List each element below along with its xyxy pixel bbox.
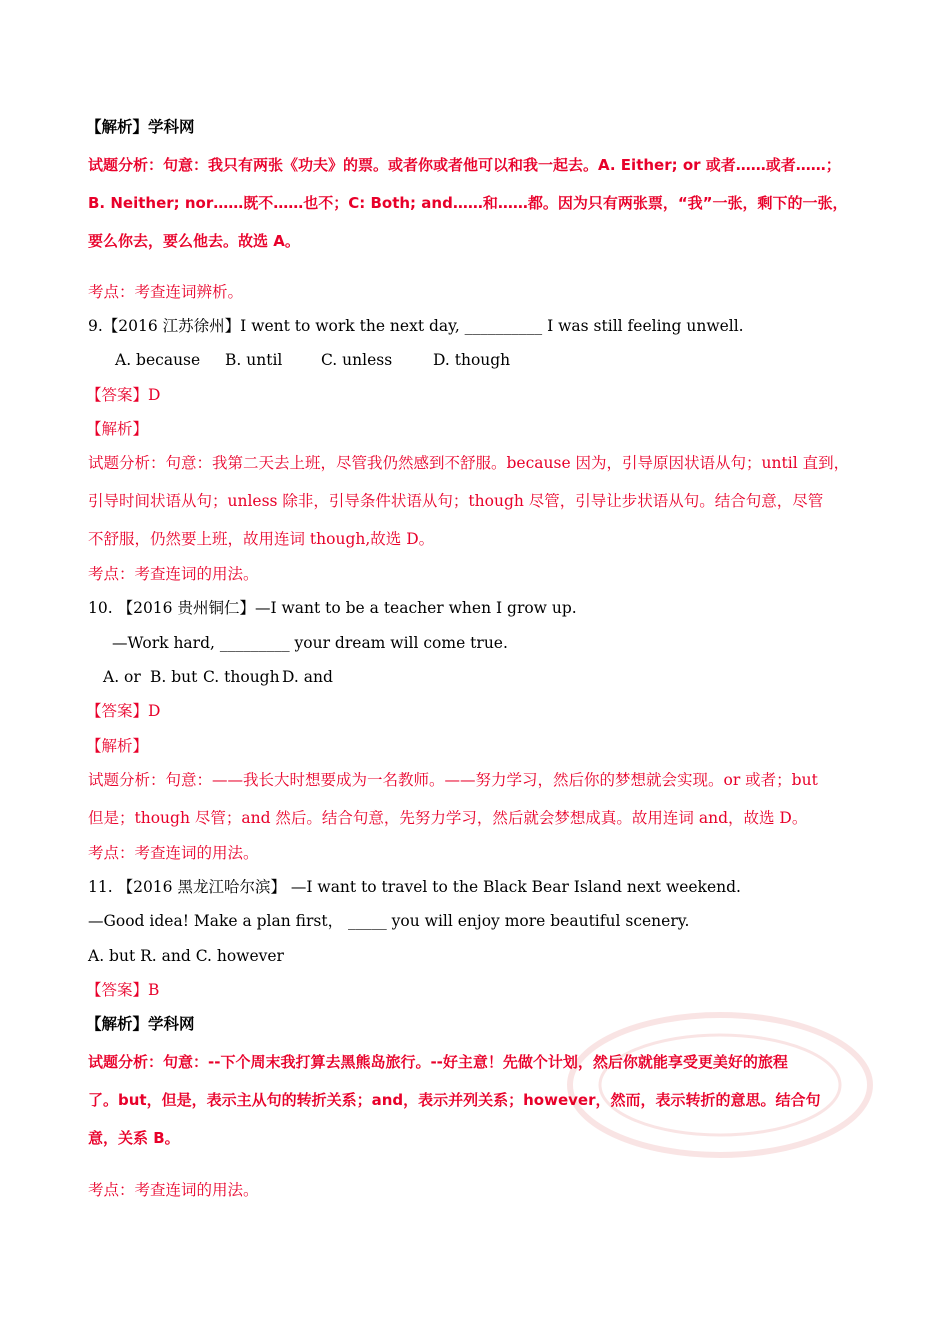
answer: 【答案】D	[86, 386, 161, 404]
analysis-heading: 【解析】学科网	[86, 118, 195, 136]
analysis-line: 试题分析：句意：——我长大时想要成为一名教师。——努力学习，然后你的梦想就会实现。or 或者；but	[88, 771, 818, 789]
analysis-line: 了。but，但是，表示主从句的转折关系；and，表示并列关系；however，然而，表示转折的意思。结合句	[88, 1091, 821, 1109]
question-stem: 10. 【2016 贵州铜仁】—I want to be a teacher when I grow up.	[88, 599, 577, 617]
question-stem-reply: —Work hard, _________ your dream will come true.	[112, 634, 508, 652]
analysis-heading: 【解析】	[86, 737, 149, 755]
option-d: D. and	[282, 668, 333, 686]
option-d: D. though	[433, 351, 511, 369]
option-b: B. until	[225, 351, 283, 369]
option-b: B. but	[150, 668, 198, 686]
question-options	[115, 350, 510, 370]
analysis-line: 不舒服，仍然要上班，故用连词 though,故选 D。	[88, 530, 435, 548]
analysis-line: 试题分析：句意：--下个周末我打算去黑熊岛旅行。--好主意！先做个计划，然后你就能享受更美好的旅程	[88, 1053, 788, 1071]
analysis-line: 引导时间状语从句；unless 除非，引导条件状语从句；though 尽管，引导让步状语从句。结合句意，尽管	[88, 492, 824, 510]
question-stem: 9.【2016 江苏徐州】I went to work the next day, __________ I was still feeling unwell.	[88, 317, 744, 335]
key-point: 考点：考查连词辨析。	[88, 283, 244, 301]
analysis-heading: 【解析】	[86, 420, 149, 438]
key-point: 考点：考查连词的用法。	[88, 844, 259, 862]
analysis-line: B. Neither; nor……既不……也不；C: Both; and……和……都。因为只有两张票，“我”一张，剩下的一张，	[88, 194, 848, 212]
option-c: C. though	[203, 668, 280, 686]
question-options	[103, 667, 333, 687]
question-stem: 11. 【2016 黑龙江哈尔滨】 —I want to travel to the Black Bear Island next weekend.	[88, 878, 741, 896]
key-point: 考点：考查连词的用法。	[88, 1181, 259, 1199]
key-point: 考点：考查连词的用法。	[88, 565, 259, 583]
answer: 【答案】B	[86, 981, 160, 999]
analysis-line: 要么你去，要么他去。故选 A。	[88, 232, 300, 250]
question-stem-reply: —Good idea! Make a plan first， _____ you will enjoy more beautiful scenery.	[88, 912, 690, 930]
answer: 【答案】D	[86, 702, 161, 720]
analysis-line: 试题分析：句意：我只有两张《功夫》的票。或者你或者他可以和我一起去。A. Either; or 或者……或者……；	[88, 156, 841, 174]
analysis-heading: 【解析】学科网	[86, 1015, 195, 1033]
option-c: C. unless	[321, 351, 393, 369]
analysis-line: 试题分析：句意：我第二天去上班，尽管我仍然感到不舒服。because 因为，引导原因状语从句；until 直到，	[88, 454, 850, 472]
question-options: A. but R. and C. however	[88, 947, 284, 965]
watermark-stamp-icon	[560, 1000, 880, 1170]
option-a: A. because	[115, 351, 201, 369]
analysis-line: 但是；though 尽管；and 然后。结合句意，先努力学习，然后就会梦想成真。故用连词 and，故选 D。	[88, 809, 808, 827]
option-a: A. or	[103, 668, 141, 686]
analysis-line: 意，关系 B。	[88, 1129, 180, 1147]
